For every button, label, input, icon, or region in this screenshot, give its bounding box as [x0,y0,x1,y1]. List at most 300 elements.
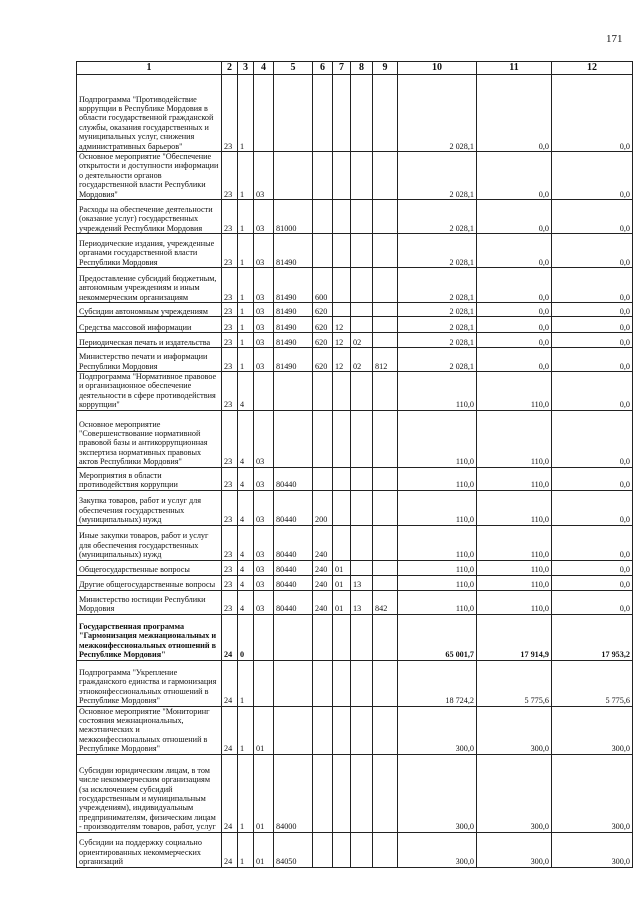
table-cell [333,410,351,467]
table-cell [373,490,398,525]
table-cell: 110,0 [477,467,552,490]
table-cell: 03 [254,317,274,333]
table-cell: 4 [238,372,254,411]
table-cell: 03 [254,525,274,560]
table-row [77,706,633,754]
table-cell [351,234,373,268]
table-cell: 1 [238,348,254,372]
table-cell: 23 [222,467,238,490]
table-cell [373,152,398,200]
table-cell [333,754,351,832]
table-cell: 01 [254,706,274,754]
row-description: Общегосударственные вопросы [77,560,222,575]
table-cell: 12 [333,317,351,333]
table-cell: 80440 [274,590,313,614]
table-cell: 03 [254,575,274,590]
table-cell: 0,0 [477,348,552,372]
table-cell [373,200,398,234]
table-cell [333,467,351,490]
table-cell: 01 [333,590,351,614]
table-cell [313,832,333,867]
table-cell: 0,0 [477,333,552,348]
table-cell: 300,0 [398,706,477,754]
table-cell: 23 [222,490,238,525]
table-cell: 0,0 [552,333,633,348]
column-header: 6 [313,62,333,75]
table-row [77,317,633,333]
table-cell [351,200,373,234]
table-cell: 02 [351,333,373,348]
table-cell [351,560,373,575]
table-cell [333,200,351,234]
table-cell [373,525,398,560]
table-cell: 23 [222,303,238,317]
table-cell [333,614,351,660]
table-cell: 03 [254,152,274,200]
table-cell [351,490,373,525]
column-header: 5 [274,62,313,75]
table-cell: 0,0 [552,372,633,411]
table-row [77,75,633,152]
table-cell: 81490 [274,234,313,268]
table-cell [333,525,351,560]
table-cell: 0,0 [552,410,633,467]
table-cell: 110,0 [398,560,477,575]
table-cell: 23 [222,317,238,333]
table-cell: 0,0 [552,490,633,525]
table-row [77,614,633,660]
table-cell: 12 [333,348,351,372]
table-cell: 23 [222,410,238,467]
table-cell: 1 [238,200,254,234]
table-cell: 03 [254,560,274,575]
table-cell: 03 [254,490,274,525]
table-cell [351,706,373,754]
table-cell [333,660,351,706]
table-cell [351,268,373,303]
table-cell: 13 [351,590,373,614]
column-header: 8 [351,62,373,75]
table-cell [313,234,333,268]
table-cell: 300,0 [552,754,633,832]
table-row [77,832,633,867]
row-description: Государственная программа "Гармонизация межнациональных и межконфессиональных отношений в Республике Мордовия" [77,614,222,660]
table-cell: 620 [313,333,333,348]
table-cell: 0,0 [477,200,552,234]
row-description: Субсидии на поддержку социально ориентированных некоммерческих организаций [77,832,222,867]
table-cell: 03 [254,268,274,303]
table-cell [333,268,351,303]
table-cell: 200 [313,490,333,525]
table-cell: 03 [254,410,274,467]
table-cell [333,234,351,268]
table-cell [254,660,274,706]
table-cell: 110,0 [398,372,477,411]
table-cell: 110,0 [477,560,552,575]
table-cell [351,660,373,706]
table-cell: 110,0 [477,410,552,467]
table-cell: 03 [254,234,274,268]
table-cell: 17 914,9 [477,614,552,660]
table-cell: 01 [333,560,351,575]
table-cell: 5 775,6 [552,660,633,706]
row-description: Субсидии юридическим лицам, в том числе некоммерческим организациям (за исключением субсидий государственным и муниципальным учреждениям), индивидуальным предпринимателям, физическим лицам - производителям товаров, работ, услуг [77,754,222,832]
table-cell: 4 [238,490,254,525]
table-cell: 1 [238,303,254,317]
table-cell: 23 [222,372,238,411]
table-cell [373,333,398,348]
table-cell: 12 [333,333,351,348]
table-cell: 0,0 [552,200,633,234]
table-cell: 80440 [274,575,313,590]
table-cell [351,303,373,317]
table-cell: 0,0 [552,303,633,317]
table-cell: 812 [373,348,398,372]
table-row [77,590,633,614]
table-cell [333,75,351,152]
table-cell [351,372,373,411]
table-cell [373,303,398,317]
page-number: 171 [606,33,623,45]
column-header: 3 [238,62,254,75]
table-cell: 110,0 [477,490,552,525]
row-description: Министерство печати и информации Республики Мордовия [77,348,222,372]
table-cell: 24 [222,706,238,754]
table-cell [351,754,373,832]
table-cell: 03 [254,303,274,317]
row-description: Предоставление субсидий бюджетным, автономным учреждениям и иным некоммерческим организациям [77,268,222,303]
table-row [77,490,633,525]
table-cell: 2 028,1 [398,333,477,348]
table-cell: 1 [238,234,254,268]
table-cell: 4 [238,525,254,560]
table-cell [313,372,333,411]
table-cell [351,525,373,560]
table-cell: 23 [222,234,238,268]
row-description: Закупка товаров, работ и услуг для обеспечения государственных (муниципальных) нужд [77,490,222,525]
table-cell [351,152,373,200]
column-header: 7 [333,62,351,75]
table-cell: 2 028,1 [398,200,477,234]
table-cell: 24 [222,660,238,706]
table-cell: 03 [254,200,274,234]
table-cell [333,832,351,867]
column-header: 10 [398,62,477,75]
table-cell: 81490 [274,268,313,303]
table-cell [351,410,373,467]
table-cell [373,614,398,660]
table-cell: 0 [238,614,254,660]
table-cell [333,372,351,411]
row-description: Средства массовой информации [77,317,222,333]
table-cell: 0,0 [477,303,552,317]
table-cell [274,372,313,411]
table-cell [373,660,398,706]
table-cell [274,614,313,660]
table-cell [274,75,313,152]
table-cell: 0,0 [552,317,633,333]
table-cell [274,152,313,200]
table-cell [274,706,313,754]
table-cell: 110,0 [398,590,477,614]
table-cell: 110,0 [398,525,477,560]
table-cell: 240 [313,525,333,560]
table-row [77,754,633,832]
table-cell: 13 [351,575,373,590]
table-cell [313,75,333,152]
table-cell: 1 [238,832,254,867]
table-cell: 23 [222,75,238,152]
table-cell: 1 [238,333,254,348]
table-cell [313,754,333,832]
row-description: Периодические издания, учрежденные органами государственной власти Республики Мордовия [77,234,222,268]
table-cell: 81490 [274,333,313,348]
table-cell [373,560,398,575]
table-cell: 600 [313,268,333,303]
table-cell: 110,0 [398,490,477,525]
row-description: Подпрограмма "Укрепление гражданского единства и гармонизация этноконфессиональных отношений в Республике Мордовия" [77,660,222,706]
table-cell [373,317,398,333]
table-cell [351,614,373,660]
table-cell: 2 028,1 [398,268,477,303]
table-cell [351,317,373,333]
row-description: Субсидии автономным учреждениям [77,303,222,317]
table-cell: 01 [254,832,274,867]
table-cell: 1 [238,660,254,706]
table-cell: 23 [222,590,238,614]
table-cell: 300,0 [477,754,552,832]
column-header: 2 [222,62,238,75]
table-cell: 300,0 [477,706,552,754]
table-cell: 110,0 [398,467,477,490]
table-cell: 0,0 [552,234,633,268]
table-cell: 23 [222,348,238,372]
table-cell: 620 [313,303,333,317]
table-cell [313,410,333,467]
table-cell: 4 [238,575,254,590]
table-cell [373,268,398,303]
table-cell [373,575,398,590]
table-cell [333,303,351,317]
table-cell: 23 [222,333,238,348]
table-cell [313,614,333,660]
table-cell: 03 [254,348,274,372]
table-cell: 23 [222,268,238,303]
table-cell [254,614,274,660]
table-cell: 620 [313,317,333,333]
table-cell: 80440 [274,560,313,575]
table-cell: 0,0 [552,575,633,590]
column-header: 4 [254,62,274,75]
table-cell: 110,0 [398,410,477,467]
table-cell: 2 028,1 [398,348,477,372]
table-row [77,303,633,317]
table-cell [254,75,274,152]
table-cell: 03 [254,590,274,614]
row-description: Подпрограмма "Нормативное правовое и организационное обеспечение деятельности в сфере противодействия коррупции" [77,372,222,411]
table-cell: 110,0 [477,575,552,590]
table-cell: 23 [222,152,238,200]
table-cell: 4 [238,560,254,575]
table-cell: 110,0 [477,372,552,411]
table-cell [313,467,333,490]
row-description: Мероприятия в области противодействия коррупции [77,467,222,490]
column-header: 1 [77,62,222,75]
table-row [77,348,633,372]
table-cell [373,754,398,832]
table-cell [333,152,351,200]
table-row [77,560,633,575]
table-cell: 4 [238,410,254,467]
table-cell [313,706,333,754]
table-cell [373,234,398,268]
table-cell: 2 028,1 [398,75,477,152]
table-cell: 02 [351,348,373,372]
table-cell: 620 [313,348,333,372]
table-row [77,467,633,490]
table-cell: 1 [238,268,254,303]
table-cell [351,467,373,490]
table-cell: 23 [222,200,238,234]
table-cell: 84000 [274,754,313,832]
table-cell: 300,0 [552,832,633,867]
table-cell: 0,0 [552,590,633,614]
table-cell: 0,0 [552,560,633,575]
table-cell: 2 028,1 [398,152,477,200]
table-cell: 0,0 [477,234,552,268]
table-cell [313,152,333,200]
table-cell: 0,0 [477,268,552,303]
row-description: Основное мероприятие "Мониторинг состояния межнациональных, межэтнических и межконфессиональных отношений в Республике Мордовия" [77,706,222,754]
table-cell: 0,0 [552,525,633,560]
table-cell: 0,0 [477,75,552,152]
table-cell: 0,0 [552,152,633,200]
table-cell [313,660,333,706]
table-cell [373,410,398,467]
table-cell: 23 [222,575,238,590]
row-description: Основное мероприятие "Обеспечение открытости и доступности информации о деятельности органов государственной власти Республики Мордовия" [77,152,222,200]
row-description: Подпрограмма "Противодействие коррупции в Республике Мордовия в области государственной гражданской службы, оказания государственных и муниципальных услуг, снижения административных барьеров" [77,75,222,152]
table-cell: 01 [254,754,274,832]
table-row [77,234,633,268]
table-cell: 24 [222,614,238,660]
table-cell: 80440 [274,525,313,560]
table-row [77,660,633,706]
row-description: Иные закупки товаров, работ и услуг для обеспечения государственных (муниципальных) нужд [77,525,222,560]
table-cell: 03 [254,333,274,348]
table-row [77,372,633,411]
table-cell: 1 [238,317,254,333]
table-cell: 0,0 [552,467,633,490]
table-cell [351,832,373,867]
table-cell [274,410,313,467]
table-cell: 2 028,1 [398,317,477,333]
table-cell: 80440 [274,490,313,525]
table-row [77,152,633,200]
table-cell: 110,0 [477,525,552,560]
table-cell: 1 [238,754,254,832]
row-description: Периодическая печать и издательства [77,333,222,348]
table-cell: 240 [313,575,333,590]
table-body [77,75,633,868]
table-cell: 84050 [274,832,313,867]
table-cell: 17 953,2 [552,614,633,660]
table-row [77,268,633,303]
table-cell: 5 775,6 [477,660,552,706]
table-cell [351,75,373,152]
table-cell: 80440 [274,467,313,490]
table-cell [333,490,351,525]
table-cell: 0,0 [477,152,552,200]
table-cell [333,706,351,754]
table-cell: 81490 [274,303,313,317]
table-row [77,410,633,467]
table-cell: 81000 [274,200,313,234]
table-cell: 300,0 [552,706,633,754]
table-cell: 300,0 [398,832,477,867]
table-cell: 4 [238,467,254,490]
table-cell: 842 [373,590,398,614]
table-row [77,200,633,234]
table-cell: 0,0 [552,75,633,152]
table-cell [373,706,398,754]
table-cell: 81490 [274,348,313,372]
table-cell: 01 [333,575,351,590]
table-cell [373,75,398,152]
table-row [77,333,633,348]
table-row [77,575,633,590]
table-cell: 0,0 [477,317,552,333]
row-description: Расходы на обеспечение деятельности (оказание услуг) государственных учреждений Республики Мордовия [77,200,222,234]
header-row [77,62,633,75]
table-cell: 0,0 [552,348,633,372]
table-cell: 23 [222,525,238,560]
budget-table [76,61,633,868]
table-cell: 65 001,7 [398,614,477,660]
table-cell [373,372,398,411]
column-header: 9 [373,62,398,75]
table-cell: 03 [254,467,274,490]
table-cell: 110,0 [477,590,552,614]
table-cell [274,660,313,706]
row-description: Министерство юстиции Республики Мордовия [77,590,222,614]
table-cell: 24 [222,832,238,867]
table-cell: 2 028,1 [398,303,477,317]
table-cell: 1 [238,152,254,200]
table-row [77,525,633,560]
table-cell: 110,0 [398,575,477,590]
table-cell: 81490 [274,317,313,333]
table-cell: 23 [222,560,238,575]
table-cell [373,832,398,867]
table-cell: 240 [313,590,333,614]
table-cell: 0,0 [552,268,633,303]
column-header: 12 [552,62,633,75]
table-cell [254,372,274,411]
table-cell [373,467,398,490]
table-cell: 18 724,2 [398,660,477,706]
table-cell: 300,0 [398,754,477,832]
table-cell: 24 [222,754,238,832]
table-cell: 240 [313,560,333,575]
table-cell [313,200,333,234]
row-description: Основное мероприятие "Совершенствование нормативной правовой базы и антикоррупционная экспертиза нормативных правовых актов Республики Мордовия" [77,410,222,467]
column-header: 11 [477,62,552,75]
table-cell: 4 [238,590,254,614]
table-cell: 2 028,1 [398,234,477,268]
table-cell: 1 [238,706,254,754]
row-description: Другие общегосударственные вопросы [77,575,222,590]
